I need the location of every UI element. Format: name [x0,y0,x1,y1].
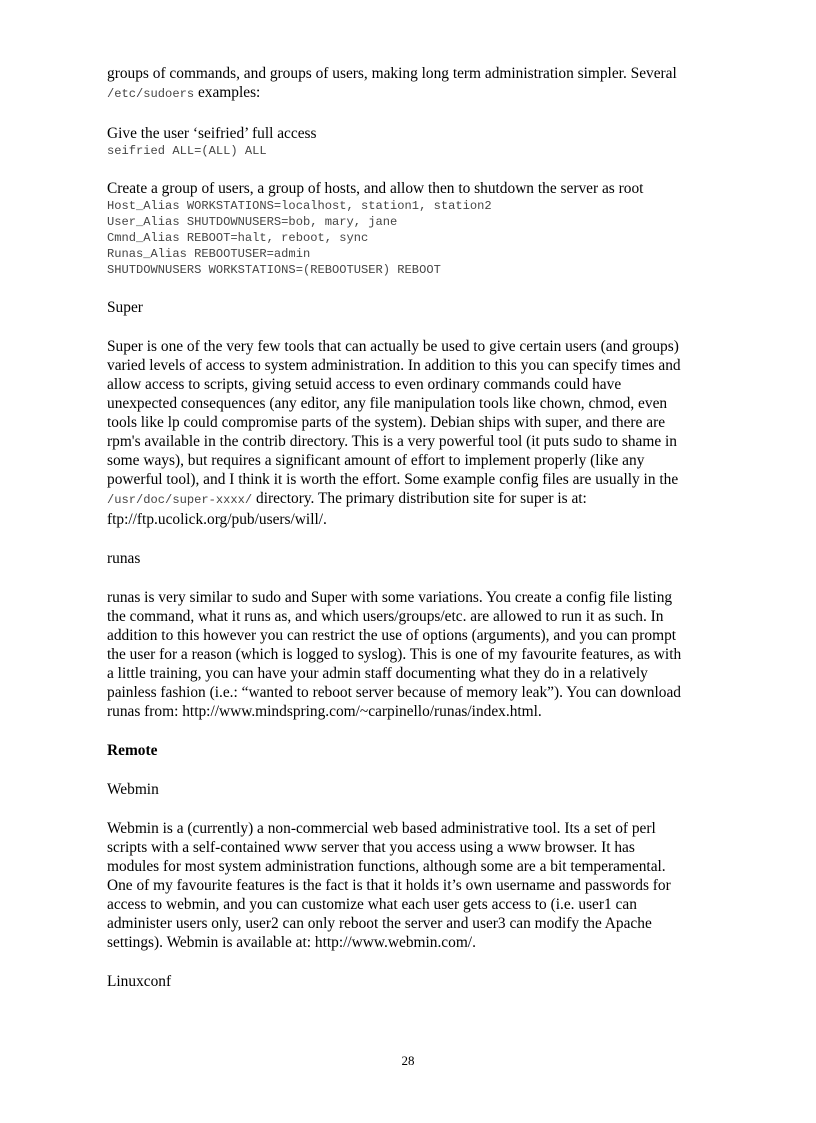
paragraph-line: Super is one of the very few tools that can actually be used to give certain users (and groups) [107,338,679,355]
paragraph-line: administer users only, user2 can only reboot the server and user3 can modify the Apache [107,915,652,932]
super-doc-path: /usr/doc/super-xxxx/ [107,493,253,507]
super-path-tail: directory. The primary distribution site for super is at: [252,490,587,507]
document-page [107,64,711,991]
paragraph-line: runas from: http://www.mindspring.com/~carpinello/runas/index.html. [107,703,542,720]
intro-line-1: groups of commands, and groups of users, making long term administration simpler. Several [107,65,677,82]
linuxconf-heading: Linuxconf [107,973,172,990]
paragraph-line: access to webmin, and you can customize what each user gets access to (i.e. user1 can [107,896,637,913]
paragraph-line: the command, what it runs as, and which users/groups/etc. are allowed to run it as such. In [107,608,664,625]
webmin-heading: Webmin [107,781,159,798]
paragraph-line: varied levels of access to system administration. In addition to this you can specify times and [107,357,681,374]
paragraph-line: Webmin is a (currently) a non-commercial web based administrative tool. Its a set of perl [107,820,656,837]
intro-line-2-tail: examples: [194,84,261,101]
paragraph-line: some ways), but requires a significant amount of effort to implement properly (like any [107,452,645,469]
runas-paragraph [107,588,711,721]
paragraph-line: rpm's available in the contrib directory. This is a very powerful tool (it puts sudo to shame in [107,433,677,450]
example2-code-line: SHUTDOWNUSERS WORKSTATIONS=(REBOOTUSER) REBOOT [107,263,441,277]
super-ftp-link: ftp://ftp.ucolick.org/pub/users/will/. [107,511,327,528]
example2-code-line: User_Alias SHUTDOWNUSERS=bob, mary, jane [107,215,398,229]
paragraph-line: One of my favourite features is the fact is that it holds it’s own username and passwords for [107,877,671,894]
intro-line-2 [107,83,711,104]
example1-heading: Give the user ‘seifried’ full access [107,125,317,142]
paragraph-line: powerful tool), and I think it is worth the effort. Some example config files are usually in the [107,471,679,488]
webmin-paragraph [107,819,711,952]
example2-heading: Create a group of users, a group of hosts, and allow then to shutdown the server as root [107,180,644,197]
paragraph-line: modules for most system administration functions, although some are a bit temperamental. [107,858,666,875]
paragraph-line: addition to this however you can restrict the use of options (arguments), and you can prompt [107,627,677,644]
paragraph-line: tools like lp could compromise parts of the system). Debian ships with super, and there are [107,414,666,431]
paragraph-line: painless fashion (i.e.: “wanted to reboot server because of memory leak”). You can download [107,684,681,701]
remote-heading: Remote [107,742,158,759]
sudoers-path: /etc/sudoers [107,87,195,101]
super-heading: Super [107,299,143,316]
example2-code-line: Cmnd_Alias REBOOT=halt, reboot, sync [107,231,369,245]
paragraph-line: runas is very similar to sudo and Super with some variations. You create a config file listing [107,589,673,606]
paragraph-line: settings). Webmin is available at: http://www.webmin.com/. [107,934,476,951]
runas-heading: runas [107,550,141,567]
paragraph-line: scripts with a self-contained www server that you access using a www browser. It has [107,839,635,856]
paragraph-line: the user for a reason (which is logged to syslog). This is one of my favourite features, as with [107,646,682,663]
paragraph-line: allow access to scripts, giving setuid access to even ordinary commands could have [107,376,622,393]
example2-code-line: Host_Alias WORKSTATIONS=localhost, station1, station2 [107,199,492,213]
example2-code-line: Runas_Alias REBOOTUSER=admin [107,247,311,261]
paragraph-line: unexpected consequences (any editor, any file manipulation tools like chown, chmod, even [107,395,668,412]
super-paragraph [107,337,711,529]
example1-code: seifried ALL=(ALL) ALL [107,144,267,158]
page-number: 28 [401,1053,415,1068]
paragraph-line [107,489,711,510]
paragraph-line: a little training, you can have your admin staff documenting what they do in a relatively [107,665,648,682]
